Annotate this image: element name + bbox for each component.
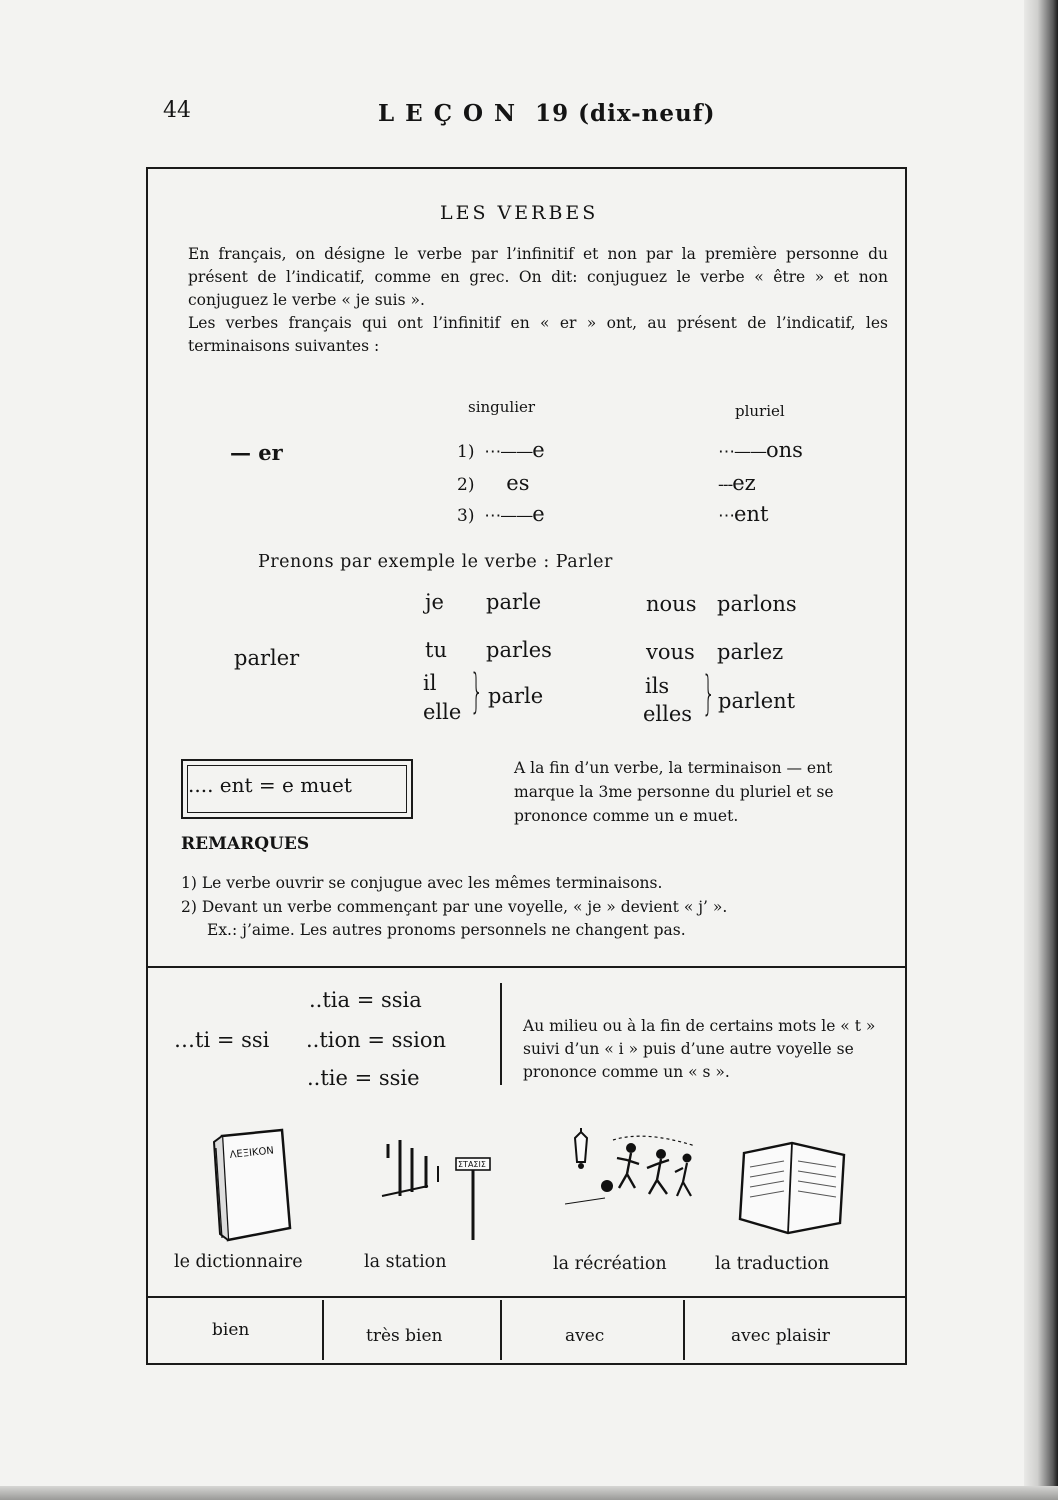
book-cover-text: ΛΕΞΙΚΟΝ (229, 1145, 275, 1161)
plural-ending: ez (732, 471, 756, 495)
pronoun-ils: ils (645, 674, 670, 698)
divider-ti-section (146, 966, 907, 968)
translation-illustration (738, 1133, 850, 1243)
row-number: 3) (457, 506, 475, 526)
intro-paragraph (188, 243, 888, 358)
ending-row-2-plural (718, 471, 756, 495)
sign-text: ΣΤΑΣΙΣ (458, 1160, 486, 1169)
divider-adverbs (146, 1296, 907, 1298)
lesson-subtitle: (dix-neuf) (578, 100, 716, 127)
adverb-avec-plaisir: avec plaisir (731, 1326, 830, 1346)
brace-singular: } (470, 664, 484, 718)
brace-plural: } (702, 666, 716, 720)
intro-text-1: En français, on désigne le verbe par l’infinitif et non par la première personne du présent de l’indicatif, comme en grec. On dit: conjuguez le verbe « être » et non conjuguez le verbe « je suis ». (188, 245, 888, 309)
page-binding-shadow (1024, 0, 1058, 1500)
verb-parles: parles (486, 638, 552, 662)
tia-ssia-rule: ..tia = ssia (309, 988, 422, 1012)
verb-parle: parle (486, 590, 542, 614)
ti-ssi-rule: …ti = ssi (174, 1028, 270, 1052)
plural-ending: ent (734, 502, 769, 526)
ending-row-1 (457, 438, 545, 462)
muet-box-text: .... ent = e muet (188, 773, 352, 797)
pronoun-elles: elles (643, 702, 693, 726)
row-number: 1) (457, 442, 475, 462)
pronoun-tu: tu (425, 638, 447, 662)
station-illustration (378, 1136, 493, 1246)
remark-1: 1) Le verbe ouvrir se conjugue avec les mêmes terminaisons. (181, 874, 663, 892)
ending-row-3-plural (718, 502, 768, 526)
ending-row-2 (457, 471, 530, 495)
blank-dots: ⋯—— (718, 442, 766, 462)
adverb-bien: bien (212, 1320, 250, 1340)
singular-ending: e (532, 438, 545, 462)
pronoun-vous: vous (646, 640, 695, 664)
adverb-tres-bien: très bien (366, 1326, 443, 1346)
ending-row-1-plural (718, 438, 803, 462)
blank-dots: --- (718, 475, 733, 495)
blank-dots: ⋯ (718, 506, 734, 526)
pronoun-il: il (423, 671, 437, 695)
tie-ssie-rule: ..tie = ssie (307, 1066, 420, 1090)
remark-2: 2) Devant un verbe commençant par une voyelle, « je » devient « j’ ». (181, 898, 728, 916)
pronoun-nous: nous (646, 592, 697, 616)
lesson-number: 19 (535, 100, 570, 127)
ending-row-3 (457, 502, 545, 526)
adverb-divider-2 (500, 1300, 502, 1360)
row-number: 2) (457, 475, 475, 495)
verb-parlent: parlent (718, 689, 796, 713)
plural-header: pluriel (735, 402, 785, 420)
singular-header: singulier (468, 398, 536, 416)
adverb-divider-1 (322, 1300, 324, 1360)
lesson-word: LEÇON (378, 100, 527, 127)
singular-ending: es (506, 471, 530, 495)
adverb-avec: avec (565, 1326, 605, 1346)
verb-parle-3: parle (488, 684, 544, 708)
blank-dots (480, 475, 506, 495)
blank-dots: ⋯—— (479, 506, 533, 526)
recreation-illustration (565, 1128, 700, 1238)
caption-recreation: la récréation (553, 1254, 667, 1274)
adverb-divider-3 (683, 1300, 685, 1360)
verb-parlons: parlons (717, 592, 797, 616)
singular-ending: e (532, 502, 545, 526)
caption-traduction: la traduction (715, 1254, 830, 1274)
lesson-title (378, 100, 716, 127)
dictionary-illustration (212, 1128, 292, 1248)
infinitive-parler: parler (234, 646, 300, 670)
page-number: 44 (163, 98, 191, 123)
pronoun-je: je (425, 590, 444, 614)
page-bottom-edge (0, 1486, 1058, 1500)
blank-dots: ⋯—— (479, 442, 533, 462)
remark-example: Ex.: j’aime. Les autres pronoms personnels ne changent pas. (207, 921, 686, 939)
example-intro: Prenons par exemple le verbe : Parler (258, 552, 613, 572)
ending-label: — er (230, 440, 283, 465)
caption-dictionnaire: le dictionnaire (174, 1252, 303, 1272)
section-title: LES VERBES (440, 202, 599, 224)
muet-note: A la fin d’un verbe, la terminaison — ent marque la 3me personne du pluriel et se prononce comme un e muet. (514, 759, 834, 825)
ti-divider (500, 983, 502, 1085)
caption-station: la station (364, 1252, 447, 1272)
ti-note: Au milieu ou à la fin de certains mots le « t » suivi d’un « i » puis d’une autre voyelle se prononce comme un « s ». (523, 1017, 876, 1081)
verb-parlez: parlez (717, 640, 784, 664)
pronoun-elle: elle (423, 700, 462, 724)
tion-ssion-rule: ..tion = ssion (306, 1028, 447, 1052)
intro-text-2: Les verbes français qui ont l’infinitif en « er » ont, au présent de l’indicatif, les terminaisons suivantes : (188, 314, 888, 355)
remarks-title: REMARQUES (181, 834, 310, 854)
plural-ending: ons (766, 438, 803, 462)
